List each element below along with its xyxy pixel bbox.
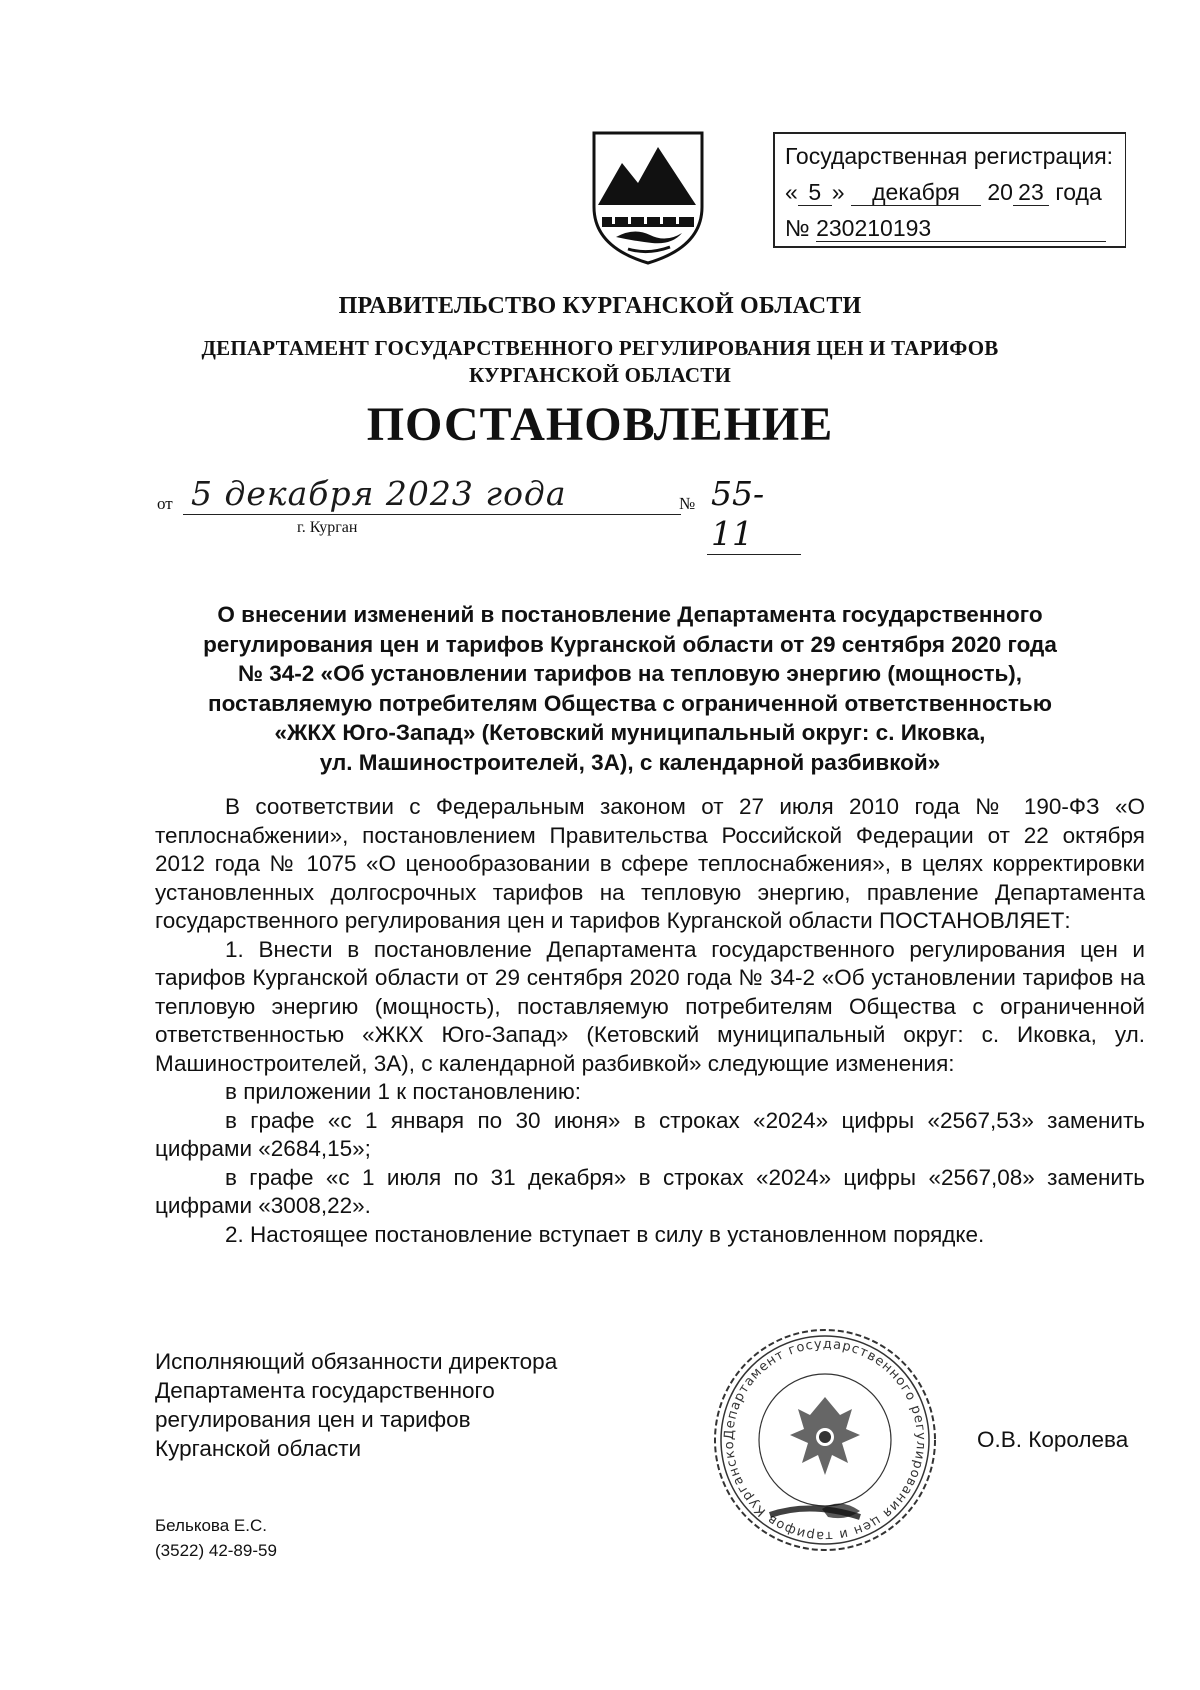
body-paragraph: В соответствии с Федеральным законом от 27 июля 2010 года № 190-ФЗ «О теплоснабжении», постановлением Правительства Российской Федерации от 22 октября 2012 года № 1075 «О ценообразовании в сфере теплоснабжения», в целях корректировки установленных долгосрочных тарифов на тепловую энергию, правление Департамента государственного регулирования цен и тарифов Курганской области ПОСТАНОВЛЯЕТ:: [155, 794, 1145, 933]
subject-line: ул. Машиностроителей, 3А), с календарной разбивкой»: [319, 749, 941, 775]
executor-name: Белькова Е.С.: [155, 1516, 267, 1535]
body-paragraph: в графе «с 1 января по 30 июня» в строках «2024» цифры «2567,53» заменить цифрами «2684,15»;: [155, 1107, 1145, 1161]
handwritten-number: 55-11: [707, 474, 801, 555]
body-paragraph: в приложении 1 к постановлению:: [225, 1079, 582, 1104]
coat-of-arms-emblem: [588, 127, 708, 267]
from-label: от: [157, 494, 173, 513]
registration-title: Государственная регистрация:: [785, 143, 1114, 169]
registration-number-line: [785, 212, 1106, 244]
registration-day: 5: [798, 179, 832, 206]
signature-position: [155, 1347, 635, 1463]
registration-month: декабря: [851, 179, 981, 206]
official-stamp: [710, 1325, 940, 1555]
subject-line: О внесении изменений в постановление Департамента государственного: [217, 602, 1043, 627]
position-line: Департамента государственного: [155, 1378, 495, 1403]
city-label: г. Курган: [297, 519, 358, 536]
registration-quote-close: »: [831, 179, 845, 205]
subject-line: регулирования цен и тарифов Курганской области от 29 сентября 2020 года: [203, 631, 1057, 657]
subject-line: поставляемую потребителям Общества с ограниченной ответственностью: [208, 690, 1052, 716]
registration-box: [773, 132, 1126, 248]
body-paragraph: 1. Внести в постановление Департамента государственного регулирования цен и тарифов Курганской области от 29 сентября 2020 года № 34-2 «Об установлении тарифов на тепловую энергию (мощность), поставляемую потребителям Общества с ограниченной ответственностью «ЖКХ Юго-Запад» (Кетовский муниципальный округ: с. Иковка, ул. Машиностроителей, 3А), с календарной разбивкой» следующие изменения:: [155, 936, 1145, 1076]
handwritten-date: 5 декабря 2023 года: [183, 474, 681, 515]
registration-year-prefix: 20: [987, 179, 1013, 205]
registration-number: 230210193: [816, 215, 1106, 242]
subject-line: № 34-2 «Об установлении тарифов на тепловую энергию (мощность),: [237, 661, 1023, 686]
body-paragraph: в графе «с 1 июля по 31 декабря» в строках «2024» цифры «2567,08» заменить цифрами «3008,22».: [155, 1164, 1145, 1218]
position-line: регулирования цен и тарифов: [155, 1407, 471, 1432]
resolution-date-row: [157, 474, 857, 553]
registration-date: [785, 176, 1102, 208]
resolution-body: [155, 793, 1145, 1249]
resolution-subject: [150, 600, 1110, 777]
department-title-line1: ДЕПАРТАМЕНТ ГОСУДАРСТВЕННОГО РЕГУЛИРОВАНИЯ ЦЕН И ТАРИФОВ: [201, 336, 999, 360]
government-title: ПРАВИТЕЛЬСТВО КУРГАНСКОЙ ОБЛАСТИ: [338, 293, 862, 319]
position-line: Курганской области: [155, 1436, 362, 1461]
registration-year-suffix: 23: [1013, 179, 1049, 206]
registration-year-word: года: [1055, 179, 1102, 205]
signer-name: О.В. Королева: [977, 1427, 1129, 1452]
department-title: [0, 335, 1200, 389]
document-type-title: ПОСТАНОВЛЕНИЕ: [366, 398, 834, 451]
position-line: Исполняющий обязанности директора: [155, 1349, 558, 1374]
executor-info: [155, 1513, 277, 1563]
department-title-line2: КУРГАНСКОЙ ОБЛАСТИ: [469, 363, 731, 387]
executor-phone: (3522) 42-89-59: [155, 1541, 277, 1560]
registration-quote-open: «: [785, 179, 798, 205]
svg-text:Департамент государственного р: Департамент государственного регулирования цен и тарифов Курганско: [721, 1336, 929, 1544]
registration-number-label: №: [785, 215, 810, 241]
number-label: №: [679, 494, 696, 513]
body-paragraph: 2. Настоящее постановление вступает в силу в установленном порядке.: [225, 1221, 985, 1247]
subject-line: «ЖКХ Юго-Запад» (Кетовский муниципальный округ: с. Иковка,: [274, 720, 986, 745]
